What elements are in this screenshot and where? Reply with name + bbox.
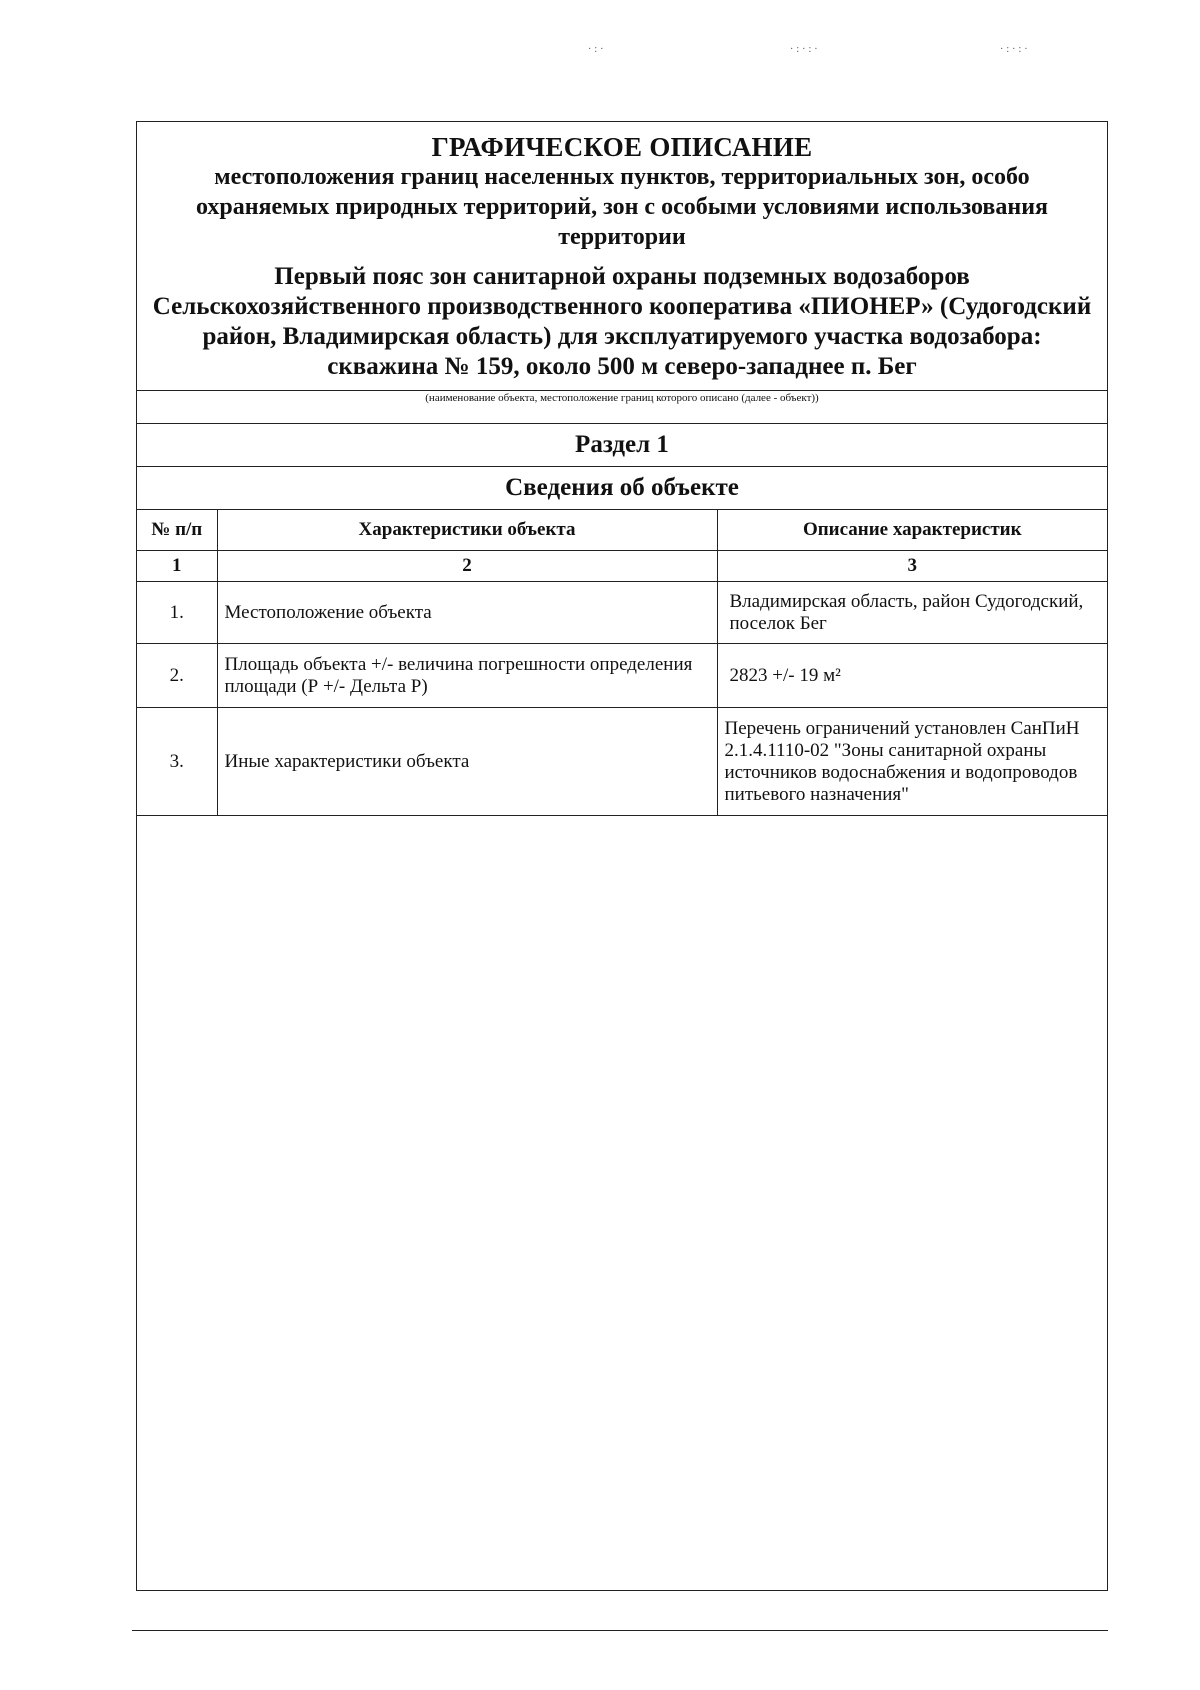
divider bbox=[137, 423, 1107, 424]
table-row bbox=[137, 708, 1107, 816]
row-characteristic: Площадь объекта +/- величина погрешности определения площади (Р +/- Дельта Р) bbox=[217, 644, 717, 708]
scan-speckle: ·:·:· bbox=[1000, 44, 1031, 55]
row-description: Перечень ограничений установлен СанПиН 2.1.4.1110-02 "Зоны санитарной охраны источников водоснабжения и водопроводов питьевого назначения" bbox=[717, 708, 1107, 816]
column-header: № п/п bbox=[137, 510, 217, 551]
column-number: 3 bbox=[717, 551, 1107, 582]
bottom-rule bbox=[132, 1630, 1108, 1631]
column-number: 1 bbox=[137, 551, 217, 582]
column-header: Описание характеристик bbox=[717, 510, 1107, 551]
object-caption: (наименование объекта, местоположение границ которого описано (далее - объект)) bbox=[425, 392, 819, 404]
document-header bbox=[137, 122, 1107, 390]
object-name: Первый пояс зон санитарной охраны подземных водозаборов Сельскохозяйственного производственного кооператива «ПИОНЕР» (Судогодский район, Владимирская область) для эксплуатируемого участка водозабора: скважина № 159, около 500 м северо-западнее п. Бег bbox=[152, 263, 1092, 380]
table-row bbox=[137, 582, 1107, 644]
table-header-row bbox=[137, 510, 1107, 551]
row-description: Владимирская область, район Судогодский, поселок Бег bbox=[717, 582, 1107, 644]
section-title: Сведения об объекте bbox=[505, 474, 739, 501]
column-header: Характеристики объекта bbox=[217, 510, 717, 551]
table-row bbox=[137, 644, 1107, 708]
object-info-table bbox=[137, 510, 1107, 816]
scan-speckle: ·:· bbox=[588, 44, 607, 55]
document-subtitle: местоположения границ населенных пунктов, территориальных зон, особо охраняемых природных территорий, зон с особыми условиями использования территории bbox=[195, 164, 1049, 250]
column-number-row bbox=[137, 551, 1107, 582]
row-number: 1. bbox=[137, 582, 217, 644]
row-characteristic: Местоположение объекта bbox=[217, 582, 717, 644]
scan-speckle: ·:·:· bbox=[790, 44, 821, 55]
section-label: Раздел 1 bbox=[575, 431, 669, 458]
document-frame bbox=[136, 121, 1108, 1591]
row-number: 3. bbox=[137, 708, 217, 816]
divider bbox=[137, 466, 1107, 467]
document-title: ГРАФИЧЕСКОЕ ОПИСАНИЕ bbox=[431, 132, 813, 162]
row-description: 2823 +/- 19 м² bbox=[717, 644, 1107, 708]
row-number: 2. bbox=[137, 644, 217, 708]
column-number: 2 bbox=[217, 551, 717, 582]
row-characteristic: Иные характеристики объекта bbox=[217, 708, 717, 816]
